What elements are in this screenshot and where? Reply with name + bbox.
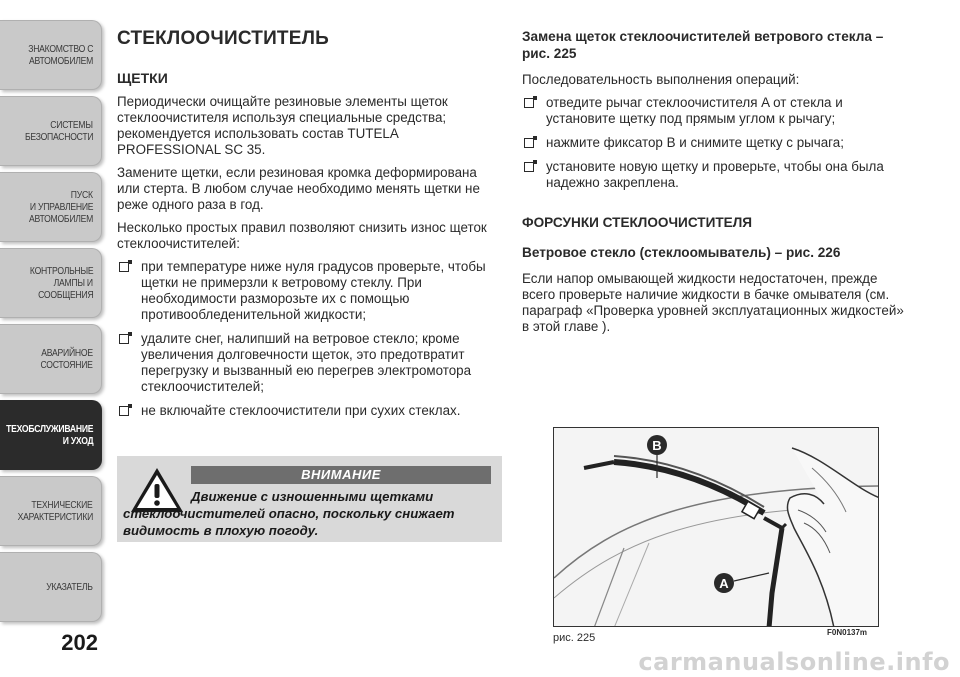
- tab-technical-specs[interactable]: [0, 476, 102, 546]
- tab-label: ЛАМПЫ И: [53, 277, 93, 289]
- section2-text: Если напор омывающей жидкости недостаточен, прежде всего проверьте наличие жидкости в бачке омывателя (см. параграф «Проверка уровней эксплуатационных жидкостей» в этой главе ).: [522, 271, 904, 334]
- list-item-text: при температуре ниже нуля градусов проверьте, чтобы щетки не примерзли к ветровому стеклу. При необходимости разморозьте их с помощью противообледенительной жидкости;: [141, 259, 486, 322]
- tab-label: И УХОД: [62, 435, 93, 447]
- list-item: [117, 331, 502, 395]
- tab-label: ТЕХНИЧЕСКИЕ: [31, 499, 93, 511]
- callout-b-label: B: [652, 438, 662, 453]
- left-column: [117, 28, 502, 427]
- tab-vehicle-intro[interactable]: [0, 20, 102, 90]
- tab-label: ЗНАКОМСТВО С: [28, 43, 93, 55]
- procedure-intro: Последовательность выполнения операций:: [522, 72, 800, 87]
- wiper-illustration: [554, 428, 879, 627]
- tab-emergency[interactable]: [0, 324, 102, 394]
- list-item: [117, 259, 502, 323]
- checkbox-bullet-icon: [119, 262, 129, 272]
- paragraph: Замените щетки, если резиновая кромка деформирована или стерта. В любом случае необходимо менять щетки не реже одного раза в год.: [117, 165, 480, 212]
- checkbox-bullet-icon: [119, 406, 129, 416]
- list-item: [522, 135, 907, 151]
- paragraph: Несколько простых правил позволяют снизить износ щеток стеклоочистителей:: [117, 220, 487, 251]
- tab-label: ПУСК: [71, 189, 93, 201]
- list-item: [522, 95, 907, 127]
- tab-safety-systems[interactable]: [0, 96, 102, 166]
- tab-label: И УПРАВЛЕНИЕ: [29, 201, 93, 213]
- tab-label: АВАРИЙНОЕ: [41, 347, 93, 359]
- tab-label: СООБЩЕНИЯ: [37, 289, 93, 301]
- tab-label: КОНТРОЛЬНЫЕ: [29, 265, 93, 277]
- procedure-heading: Замена щеток стеклоочистителей ветрового стекла – рис. 225: [522, 29, 884, 61]
- paragraph: Периодически очищайте резиновые элементы щеток стеклоочистителя используя специальные средства; рекомендуется использовать состав TUTELA PROFESSIONAL SC 35.: [117, 94, 448, 157]
- page-number: 202: [61, 630, 98, 655]
- tab-label: УКАЗАТЕЛЬ: [46, 581, 93, 593]
- warning-box: [117, 456, 502, 542]
- warning-text: Движение с изношенными щетками стеклоочистителей опасно, поскольку снижает видимость в плохую погоду.: [123, 489, 455, 538]
- checkbox-bullet-icon: [524, 98, 534, 108]
- list-item-text: отведите рычаг стеклоочистителя A от стекла и установите щетку под прямым углом к рычагу;: [546, 95, 843, 126]
- list-item-text: нажмите фиксатор B и снимите щетку с рычага;: [546, 135, 844, 150]
- figure-caption: рис. 225: [553, 632, 596, 644]
- wiper-figure: [553, 427, 879, 627]
- tips-list: [117, 259, 502, 419]
- section2-title: ФОРСУНКИ СТЕКЛООЧИСТИТЕЛЯ: [522, 215, 753, 230]
- watermark: carmanualsonline.info: [638, 648, 950, 676]
- tab-label: АВТОМОБИЛЕМ: [28, 55, 93, 67]
- section2-subtitle: Ветровое стекло (стеклоомыватель) – рис. 226: [522, 245, 841, 260]
- chapter-sidebar: [0, 20, 102, 628]
- warning-header: ВНИМАНИЕ: [191, 466, 491, 484]
- list-item-text: установите новую щетку и проверьте, чтобы она была надежно закреплена.: [546, 159, 884, 190]
- figure-code: F0N0137m: [827, 628, 868, 637]
- tab-label: СОСТОЯНИЕ: [40, 359, 93, 371]
- tab-warning-lights[interactable]: [0, 248, 102, 318]
- tab-label: ХАРАКТЕРИСТИКИ: [17, 511, 93, 523]
- tab-label: БЕЗОПАСНОСТИ: [24, 131, 93, 143]
- right-column: [522, 28, 907, 342]
- checkbox-bullet-icon: [524, 138, 534, 148]
- tab-label: ТЕХОБСЛУЖИВАНИЕ: [5, 423, 93, 435]
- tab-starting-driving[interactable]: [0, 172, 102, 242]
- procedure-list: [522, 95, 907, 191]
- checkbox-bullet-icon: [119, 334, 129, 344]
- section-subtitle: ЩЕТКИ: [117, 70, 168, 86]
- tab-index[interactable]: [0, 552, 102, 622]
- checkbox-bullet-icon: [524, 162, 534, 172]
- section-title: СТЕКЛООЧИСТИТЕЛЬ: [117, 28, 329, 49]
- list-item-text: удалите снег, налипший на ветровое стекло; кроме увеличения долговечности щеток, это предотвратит перегрузку и вызванный ею перегрев электромотора стеклоочистителей;: [141, 331, 472, 394]
- tab-label: АВТОМОБИЛЕМ: [28, 213, 93, 225]
- list-item: [117, 403, 502, 419]
- tab-maintenance[interactable]: [0, 400, 102, 470]
- tab-label: СИСТЕМЫ: [50, 119, 93, 131]
- list-item: [522, 159, 907, 191]
- list-item-text: не включайте стеклоочистители при сухих стеклах.: [141, 403, 461, 418]
- callout-a-label: A: [719, 576, 729, 591]
